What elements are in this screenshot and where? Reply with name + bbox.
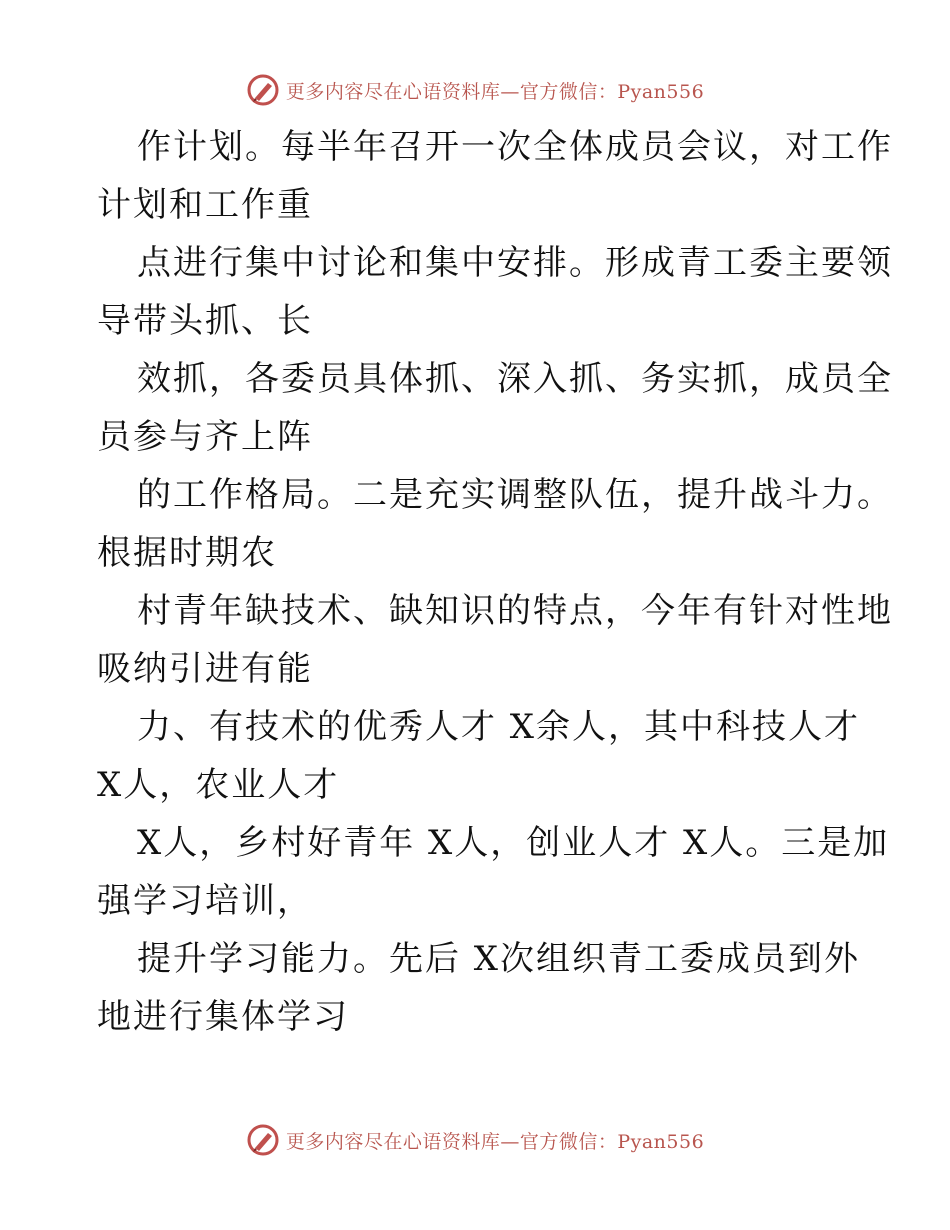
pen-logo-icon (246, 1123, 280, 1157)
text-line: 计划和工作重 (97, 185, 313, 225)
document-body (97, 118, 893, 1046)
text-line: 强学习培训， (97, 881, 313, 921)
text-line: 导带头抓、长 (97, 301, 313, 341)
text-line: 点进行集中讨论和集中安排。形成青工委主要领 (137, 243, 893, 283)
pen-logo-icon (246, 73, 280, 107)
header-banner (0, 70, 950, 110)
footer-banner (0, 1120, 950, 1160)
text-line: 的工作格局。二是充实调整队伍，提升战斗力。 (137, 475, 893, 515)
text-line: 根据时期农 (97, 533, 277, 573)
text-line: 效抓，各委员具体抓、深入抓、务实抓，成员全 (137, 359, 893, 399)
text-line: 地进行集体学习 (97, 997, 349, 1037)
header-banner-text: 更多内容尽在心语资料库—官方微信：Pyan556 (285, 80, 705, 103)
text-line: 村青年缺技术、缺知识的特点，今年有针对性地 (137, 591, 893, 631)
text-line: X人，乡村好青年 X人，创业人才 X人。三是加 (137, 823, 890, 863)
text-line: 员参与齐上阵 (97, 417, 313, 457)
text-line: X人，农业人才 (97, 765, 340, 805)
text-line: 力、有技术的优秀人才 X余人，其中科技人才 (137, 707, 861, 747)
text-line: 作计划。每半年召开一次全体成员会议，对工作 (137, 127, 893, 167)
text-line: 吸纳引进有能 (97, 649, 313, 689)
text-line: 提升学习能力。先后 X次组织青工委成员到外 (137, 939, 861, 979)
footer-banner-text: 更多内容尽在心语资料库—官方微信：Pyan556 (285, 1130, 705, 1153)
